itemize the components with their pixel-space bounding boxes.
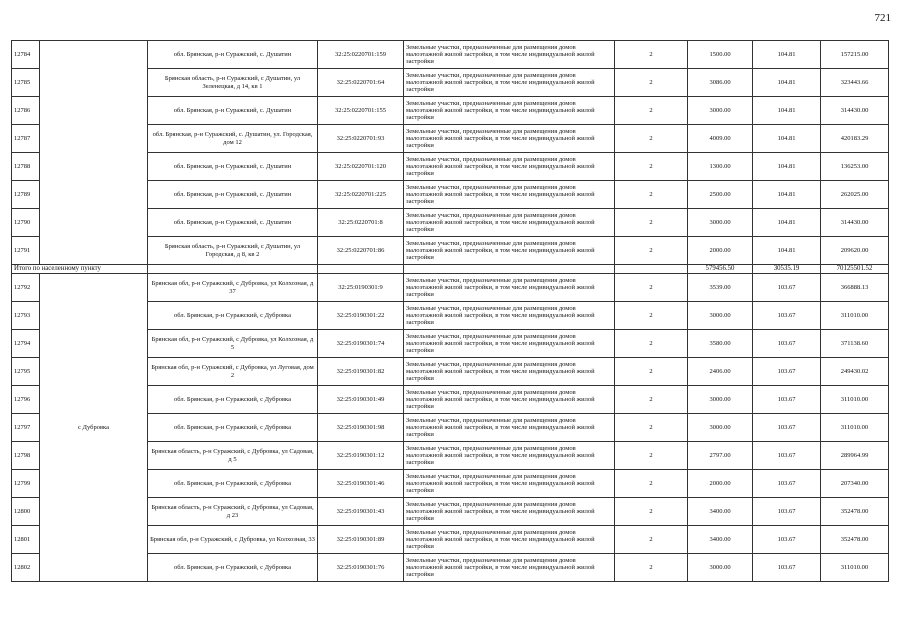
- row-number: 12799: [12, 470, 40, 498]
- address-cell: обл. Брянская, р-н Суражский, с. Душатин: [148, 209, 318, 237]
- row-number: 12794: [12, 330, 40, 358]
- land-use-cell: Земельные участки, предназначенные для размещения домов малоэтажной жилой застройки, в том числе индивидуальной жилой застройки: [404, 41, 615, 69]
- page-number: 721: [874, 12, 891, 24]
- subtotal-area: 579456.50: [688, 265, 753, 274]
- row-number: 12790: [12, 209, 40, 237]
- cadastral-number-cell: 32:25:0190301:76: [318, 554, 404, 582]
- cadastral-value-cell: 352478.00: [821, 498, 889, 526]
- cadastral-number-cell: 32:25:0220701:159: [318, 41, 404, 69]
- row-number: 12800: [12, 498, 40, 526]
- cadastral-value-cell: 249430.02: [821, 358, 889, 386]
- unit-value-cell: 103.67: [753, 498, 821, 526]
- address-cell: Брянская обл, р-н Суражский, с Дубровка, ул Луговая, дом 2: [148, 358, 318, 386]
- row-number: 12791: [12, 237, 40, 265]
- category-cell: 2: [615, 274, 688, 302]
- address-cell: Брянская обл, р-н Суражский, с Дубровка, ул Колхозная, д 5: [148, 330, 318, 358]
- cadastral-number-cell: 32:25:0220701:64: [318, 69, 404, 97]
- area-cell: 3000.00: [688, 414, 753, 442]
- unit-value-cell: 104.81: [753, 41, 821, 69]
- unit-value-cell: 104.81: [753, 125, 821, 153]
- area-cell: 4009.00: [688, 125, 753, 153]
- address-cell: обл. Брянская, р-н Суражский, с Дубровка: [148, 470, 318, 498]
- category-cell: 2: [615, 358, 688, 386]
- subtotal-empty-cell: [148, 265, 318, 274]
- cadastral-number-cell: 32:25:0190301:89: [318, 526, 404, 554]
- category-cell: 2: [615, 386, 688, 414]
- subtotal-cadastral-value: 70125501.52: [821, 265, 889, 274]
- row-number: 12792: [12, 274, 40, 302]
- row-number: 12797: [12, 414, 40, 442]
- address-cell: Брянская область, р-н Суражский, с Душатин, ул Городская, д 8, кв 2: [148, 237, 318, 265]
- land-use-cell: Земельные участки, предназначенные для размещения домов малоэтажной жилой застройки, в том числе индивидуальной жилой застройки: [404, 69, 615, 97]
- cadastral-number-cell: 32:25:0220701:120: [318, 153, 404, 181]
- subtotal-empty-cell: [615, 265, 688, 274]
- cadastral-value-cell: 311010.00: [821, 414, 889, 442]
- area-cell: 1300.00: [688, 153, 753, 181]
- cadastral-number-cell: 32:25:0220701:155: [318, 97, 404, 125]
- category-cell: 2: [615, 153, 688, 181]
- land-use-cell: Земельные участки, предназначенные для размещения домов малоэтажной жилой застройки, в том числе индивидуальной жилой застройки: [404, 125, 615, 153]
- unit-value-cell: 103.67: [753, 470, 821, 498]
- category-cell: 2: [615, 69, 688, 97]
- table-row: [12, 41, 889, 69]
- cadastral-value-cell: 314430.00: [821, 97, 889, 125]
- land-use-cell: Земельные участки, предназначенные для размещения домов малоэтажной жилой застройки, в том числе индивидуальной жилой застройки: [404, 554, 615, 582]
- row-number: 12796: [12, 386, 40, 414]
- area-cell: 3000.00: [688, 554, 753, 582]
- row-number: 12789: [12, 181, 40, 209]
- area-cell: 2406.00: [688, 358, 753, 386]
- cadastral-value-cell: 420183.29: [821, 125, 889, 153]
- unit-value-cell: 104.81: [753, 97, 821, 125]
- area-cell: 2797.00: [688, 442, 753, 470]
- subtotal-empty-cell: [318, 265, 404, 274]
- land-use-cell: Земельные участки, предназначенные для размещения домов малоэтажной жилой застройки, в том числе индивидуальной жилой застройки: [404, 302, 615, 330]
- unit-value-cell: 104.81: [753, 237, 821, 265]
- area-cell: 2500.00: [688, 181, 753, 209]
- cadastral-value-cell: 311010.00: [821, 386, 889, 414]
- unit-value-cell: 104.81: [753, 181, 821, 209]
- cadastral-value-cell: 207340.00: [821, 470, 889, 498]
- land-use-cell: Земельные участки, предназначенные для размещения домов малоэтажной жилой застройки, в том числе индивидуальной жилой застройки: [404, 181, 615, 209]
- address-cell: Брянская область, р-н Суражский, с Дубровка, ул Садовая, д 5: [148, 442, 318, 470]
- category-cell: 2: [615, 330, 688, 358]
- category-cell: 2: [615, 526, 688, 554]
- unit-value-cell: 104.81: [753, 69, 821, 97]
- cadastral-value-cell: 136253.00: [821, 153, 889, 181]
- row-number: 12802: [12, 554, 40, 582]
- row-number: 12798: [12, 442, 40, 470]
- cadastral-number-cell: 32:25:0220701:86: [318, 237, 404, 265]
- row-number: 12795: [12, 358, 40, 386]
- category-cell: 2: [615, 97, 688, 125]
- area-cell: 3000.00: [688, 209, 753, 237]
- address-cell: Брянская область, р-н Суражский, с Дубровка, ул Садовая, д 23: [148, 498, 318, 526]
- unit-value-cell: 104.81: [753, 153, 821, 181]
- row-number: 12787: [12, 125, 40, 153]
- area-cell: 3000.00: [688, 97, 753, 125]
- settlement-name: с Дубровка: [78, 423, 109, 431]
- land-use-cell: Земельные участки, предназначенные для размещения домов малоэтажной жилой застройки, в том числе индивидуальной жилой застройки: [404, 97, 615, 125]
- cadastral-number-cell: 32:25:0190301:98: [318, 414, 404, 442]
- subtotal-empty-cell: [404, 265, 615, 274]
- address-cell: обл. Брянская, р-н Суражский, с. Душатин: [148, 41, 318, 69]
- cadastral-value-cell: 371138.60: [821, 330, 889, 358]
- cadastral-value-cell: 262025.00: [821, 181, 889, 209]
- land-use-cell: Земельные участки, предназначенные для размещения домов малоэтажной жилой застройки, в том числе индивидуальной жилой застройки: [404, 330, 615, 358]
- subtotal-row: [12, 265, 889, 274]
- land-use-cell: Земельные участки, предназначенные для размещения домов малоэтажной жилой застройки, в том числе индивидуальной жилой застройки: [404, 153, 615, 181]
- address-cell: обл. Брянская, р-н Суражский, с. Душатин: [148, 181, 318, 209]
- area-cell: 3580.00: [688, 330, 753, 358]
- cadastral-value-cell: 157215.00: [821, 41, 889, 69]
- cadastral-number-cell: 32:25:0190301:43: [318, 498, 404, 526]
- area-cell: 3000.00: [688, 302, 753, 330]
- area-cell: 3400.00: [688, 526, 753, 554]
- cadastral-number-cell: 32:25:0220701:8: [318, 209, 404, 237]
- area-cell: 2000.00: [688, 470, 753, 498]
- category-cell: 2: [615, 237, 688, 265]
- land-use-cell: Земельные участки, предназначенные для размещения домов малоэтажной жилой застройки, в том числе индивидуальной жилой застройки: [404, 237, 615, 265]
- unit-value-cell: 103.67: [753, 358, 821, 386]
- area-cell: 1500.00: [688, 41, 753, 69]
- category-cell: 2: [615, 498, 688, 526]
- unit-value-cell: 104.81: [753, 209, 821, 237]
- category-cell: 2: [615, 125, 688, 153]
- cadastral-number-cell: 32:25:0220701:93: [318, 125, 404, 153]
- land-use-cell: Земельные участки, предназначенные для размещения домов малоэтажной жилой застройки, в том числе индивидуальной жилой застройки: [404, 386, 615, 414]
- address-cell: обл. Брянская, р-н Суражский, с Дубровка: [148, 554, 318, 582]
- area-cell: 3539.00: [688, 274, 753, 302]
- cadastral-number-cell: 32:25:0190301:49: [318, 386, 404, 414]
- address-cell: обл. Брянская, р-н Суражский, с. Душатин: [148, 153, 318, 181]
- cadastral-value-cell: 311010.00: [821, 554, 889, 582]
- land-use-cell: Земельные участки, предназначенные для размещения домов малоэтажной жилой застройки, в том числе индивидуальной жилой застройки: [404, 498, 615, 526]
- row-number: 12788: [12, 153, 40, 181]
- unit-value-cell: 103.67: [753, 526, 821, 554]
- area-cell: 2000.00: [688, 237, 753, 265]
- category-cell: 2: [615, 470, 688, 498]
- cadastral-number-cell: 32:25:0220701:225: [318, 181, 404, 209]
- land-use-cell: Земельные участки, предназначенные для размещения домов малоэтажной жилой застройки, в том числе индивидуальной жилой застройки: [404, 358, 615, 386]
- cadastral-number-cell: 32:25:0190301:74: [318, 330, 404, 358]
- address-cell: обл. Брянская, р-н Суражский, с Дубровка: [148, 386, 318, 414]
- cadastral-value-cell: 366888.13: [821, 274, 889, 302]
- address-cell: Брянская область, р-н Суражский, с Душатин, ул Зеленецкая, д 14, кв 1: [148, 69, 318, 97]
- category-cell: 2: [615, 209, 688, 237]
- land-use-cell: Земельные участки, предназначенные для размещения домов малоэтажной жилой застройки, в том числе индивидуальной жилой застройки: [404, 414, 615, 442]
- cadastral-number-cell: 32:25:0190301:82: [318, 358, 404, 386]
- cadastral-number-cell: 32:25:0190301:9: [318, 274, 404, 302]
- unit-value-cell: 103.67: [753, 330, 821, 358]
- row-number: 12801: [12, 526, 40, 554]
- category-cell: 2: [615, 414, 688, 442]
- cadastral-value-cell: 314430.00: [821, 209, 889, 237]
- cadastral-number-cell: 32:25:0190301:46: [318, 470, 404, 498]
- settlement-cell: [40, 274, 148, 582]
- address-cell: обл. Брянская, р-н Суражский, с. Душатин: [148, 97, 318, 125]
- subtotal-unit-value: 30535.19: [753, 265, 821, 274]
- address-cell: обл. Брянская, р-н Суражский, с. Душатин, ул. Городская, дом 12: [148, 125, 318, 153]
- address-cell: обл. Брянская, р-н Суражский, с Дубровка: [148, 414, 318, 442]
- land-use-cell: Земельные участки, предназначенные для размещения домов малоэтажной жилой застройки, в том числе индивидуальной жилой застройки: [404, 442, 615, 470]
- unit-value-cell: 103.67: [753, 302, 821, 330]
- category-cell: 2: [615, 442, 688, 470]
- cadastral-number-cell: 32:25:0190301:22: [318, 302, 404, 330]
- address-cell: обл. Брянская, р-н Суражский, с Дубровка: [148, 302, 318, 330]
- unit-value-cell: 103.67: [753, 442, 821, 470]
- row-number: 12793: [12, 302, 40, 330]
- row-number: 12784: [12, 41, 40, 69]
- category-cell: 2: [615, 181, 688, 209]
- cadastral-value-cell: 311010.00: [821, 302, 889, 330]
- cadastral-number-cell: 32:25:0190301:12: [318, 442, 404, 470]
- land-use-cell: Земельные участки, предназначенные для размещения домов малоэтажной жилой застройки, в том числе индивидуальной жилой застройки: [404, 470, 615, 498]
- table-body: [12, 41, 889, 582]
- land-use-cell: Земельные участки, предназначенные для размещения домов малоэтажной жилой застройки, в том числе индивидуальной жилой застройки: [404, 209, 615, 237]
- area-cell: 3400.00: [688, 498, 753, 526]
- land-registry-table: [11, 40, 889, 582]
- area-cell: 3086.00: [688, 69, 753, 97]
- table-row: [12, 274, 889, 302]
- cadastral-value-cell: 323443.66: [821, 69, 889, 97]
- category-cell: 2: [615, 302, 688, 330]
- category-cell: 2: [615, 41, 688, 69]
- area-cell: 3000.00: [688, 386, 753, 414]
- unit-value-cell: 103.67: [753, 274, 821, 302]
- address-cell: Брянская обл, р-н Суражский, с Дубровка, ул Колхозная, д 37: [148, 274, 318, 302]
- settlement-cell: [40, 41, 148, 265]
- category-cell: 2: [615, 554, 688, 582]
- subtotal-label: Итого по населенному пункту: [12, 265, 148, 274]
- land-use-cell: Земельные участки, предназначенные для размещения домов малоэтажной жилой застройки, в том числе индивидуальной жилой застройки: [404, 526, 615, 554]
- cadastral-value-cell: 352478.00: [821, 526, 889, 554]
- cadastral-value-cell: 289964.99: [821, 442, 889, 470]
- unit-value-cell: 103.67: [753, 554, 821, 582]
- land-use-cell: Земельные участки, предназначенные для размещения домов малоэтажной жилой застройки, в том числе индивидуальной жилой застройки: [404, 274, 615, 302]
- row-number: 12785: [12, 69, 40, 97]
- address-cell: Брянская обл, р-н Суражский, с Дубровка, ул Колхозная, 33: [148, 526, 318, 554]
- unit-value-cell: 103.67: [753, 414, 821, 442]
- row-number: 12786: [12, 97, 40, 125]
- unit-value-cell: 103.67: [753, 386, 821, 414]
- cadastral-value-cell: 209620.00: [821, 237, 889, 265]
